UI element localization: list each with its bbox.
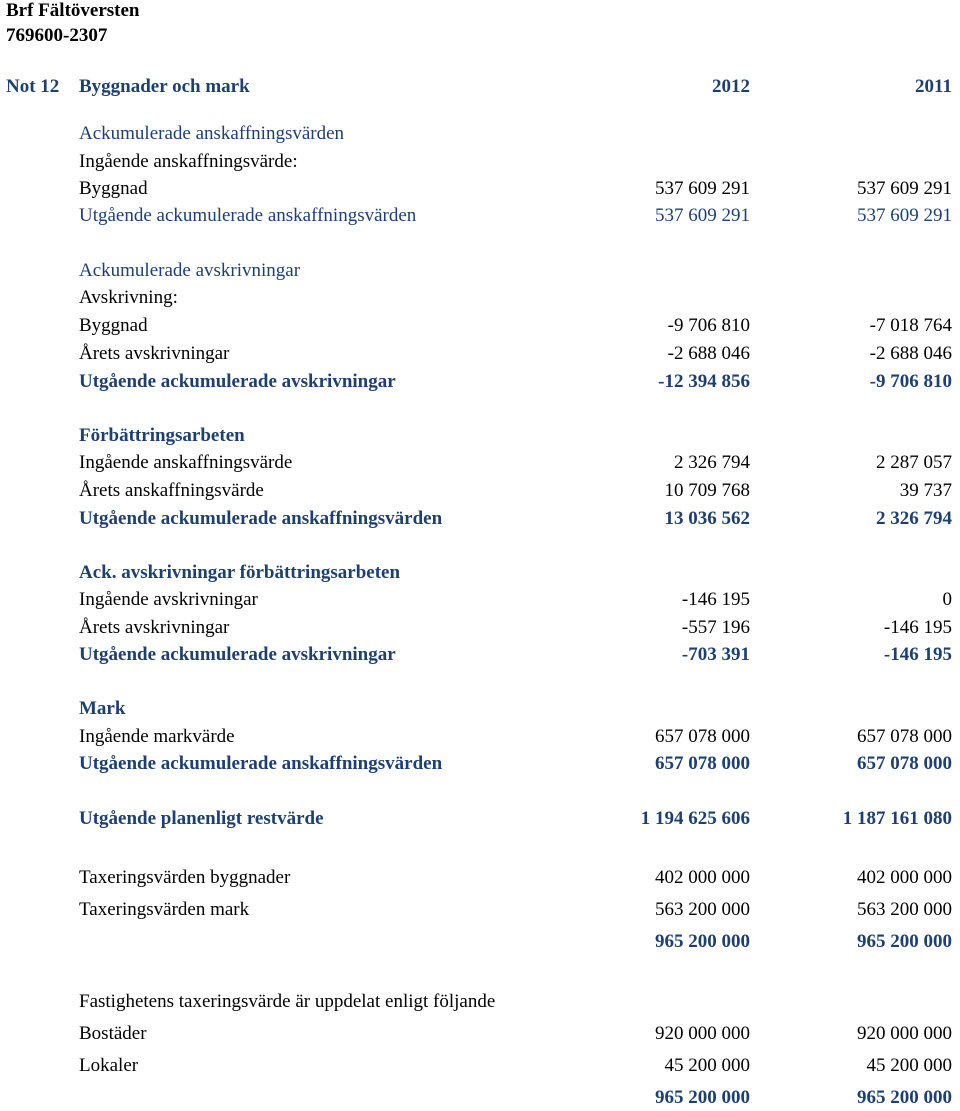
total-value-2012: 13 036 562: [664, 508, 750, 529]
section-heading-improvement-depreciation: Ack. avskrivningar förbättringsarbeten: [79, 562, 401, 583]
row-label: Ingående avskrivningar: [79, 589, 258, 610]
total-value-2011: -146 195: [883, 644, 952, 665]
row-label: Taxeringsvärden byggnader: [79, 867, 291, 888]
section-heading-improvements: Förbättringsarbeten: [79, 425, 245, 446]
row-label: Bostäder: [79, 1023, 147, 1044]
row-value-2012: 657 078 000: [655, 726, 750, 747]
row-value-2012: 10 709 768: [664, 480, 750, 501]
total-value-2011: 965 200 000: [857, 931, 952, 952]
residual-label: Utgående planenligt restvärde: [79, 808, 324, 829]
org-number: 769600-2307: [6, 25, 108, 46]
note-title: Byggnader och mark: [79, 76, 250, 97]
row-value-2012: -557 196: [681, 617, 750, 638]
total-value-2012: -12 394 856: [658, 371, 750, 392]
row-value-2012: 45 200 000: [664, 1055, 750, 1076]
row-value-2012: 2 326 794: [674, 452, 750, 473]
year-2011-header: 2011: [915, 76, 952, 97]
row-value-2011: 657 078 000: [857, 726, 952, 747]
row-value-2011: 402 000 000: [857, 867, 952, 888]
total-value-2012: 965 200 000: [655, 1087, 750, 1108]
row-value-2012: -9 706 810: [667, 315, 750, 336]
section-subheading-depreciation: Avskrivning:: [79, 287, 178, 308]
row-value-2011: -2 688 046: [869, 343, 952, 364]
residual-value-2012: 1 194 625 606: [640, 808, 750, 829]
row-label: Årets anskaffningsvärde: [79, 480, 264, 501]
total-value-2011: 2 326 794: [876, 508, 952, 529]
section-heading-acquisition: Ackumulerade anskaffningsvärden: [79, 123, 345, 144]
row-value-2011: 45 200 000: [866, 1055, 952, 1076]
row-label: Byggnad: [79, 315, 148, 336]
row-label: Taxeringsvärden mark: [79, 899, 250, 920]
total-label: Utgående ackumulerade anskaffningsvärden: [79, 205, 417, 226]
row-value-2011: 537 609 291: [857, 178, 952, 199]
total-value-2011: 657 078 000: [857, 753, 952, 774]
row-value-2011: 2 287 057: [876, 452, 952, 473]
row-value-2012: 402 000 000: [655, 867, 750, 888]
row-value-2011: 563 200 000: [857, 899, 952, 920]
row-value-2012: 920 000 000: [655, 1023, 750, 1044]
row-value-2011: 39 737: [899, 480, 952, 501]
row-value-2011: -146 195: [883, 617, 952, 638]
total-value-2011: -9 706 810: [869, 371, 952, 392]
row-label: Ingående anskaffningsvärde: [79, 452, 293, 473]
row-label: Lokaler: [79, 1055, 139, 1076]
row-value-2011: 0: [942, 589, 952, 610]
section-subheading-acquisition: Ingående anskaffningsvärde:: [79, 151, 298, 172]
total-value-2011: 537 609 291: [857, 205, 952, 226]
row-label: Byggnad: [79, 178, 148, 199]
section-heading-depreciation: Ackumulerade avskrivningar: [79, 260, 301, 281]
total-label: Utgående ackumulerade anskaffningsvärden: [79, 508, 443, 529]
split-heading: Fastighetens taxeringsvärde är uppdelat enligt följande: [79, 991, 496, 1012]
total-label: Utgående ackumulerade anskaffningsvärden: [79, 753, 443, 774]
row-label: Årets avskrivningar: [79, 343, 230, 364]
total-value-2012: -703 391: [681, 644, 750, 665]
total-label: Utgående ackumulerade avskrivningar: [79, 371, 396, 392]
row-value-2012: -146 195: [681, 589, 750, 610]
row-value-2012: 537 609 291: [655, 178, 750, 199]
section-heading-land: Mark: [79, 698, 126, 719]
row-label: Årets avskrivningar: [79, 617, 230, 638]
year-2012-header: 2012: [712, 76, 750, 97]
note-number: Not 12: [6, 76, 60, 97]
total-value-2012: 965 200 000: [655, 931, 750, 952]
total-value-2011: 965 200 000: [857, 1087, 952, 1108]
total-label: Utgående ackumulerade avskrivningar: [79, 644, 396, 665]
total-value-2012: 537 609 291: [655, 205, 750, 226]
row-label: Ingående markvärde: [79, 726, 235, 747]
row-value-2011: 920 000 000: [857, 1023, 952, 1044]
total-value-2012: 657 078 000: [655, 753, 750, 774]
row-value-2011: -7 018 764: [869, 315, 952, 336]
row-value-2012: -2 688 046: [667, 343, 750, 364]
company-name: Brf Fältöversten: [6, 0, 140, 21]
row-value-2012: 563 200 000: [655, 899, 750, 920]
residual-value-2011: 1 187 161 080: [842, 808, 952, 829]
